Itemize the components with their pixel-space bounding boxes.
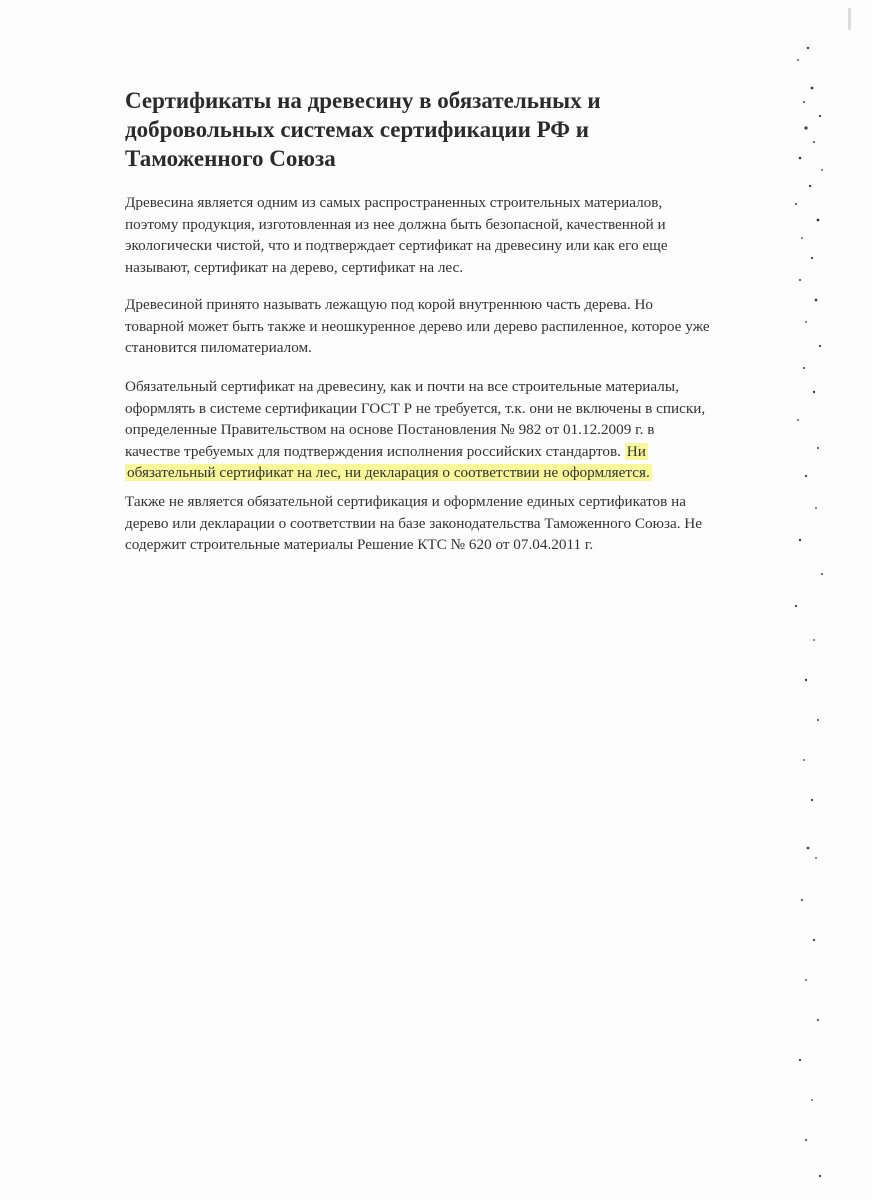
paragraph-mandatory-certificate [125, 376, 815, 484]
paragraph-wood-description [125, 294, 815, 359]
text-line: становится пиломатериалом. [125, 339, 312, 356]
text-line: товарной может быть также и неошкуренное дерево или дерево распиленное, которое уже [125, 317, 710, 335]
text-line: Древесина является одним из самых распространенных строительных материалов, [125, 194, 663, 211]
text-line [125, 462, 815, 484]
text-line: поэтому продукция, изготовленная из нее должна быть безопасной, качественной и [125, 215, 666, 233]
text-line: содержит строительные материалы Решение КТС № 620 от 07.04.2011 г. [125, 536, 594, 553]
text-line [125, 441, 815, 463]
highlighted-text: обязательный сертификат на лес, ни декларация о соответствии не оформляется. [127, 464, 650, 481]
text-line: определенные Правительством на основе Постановления № 982 от 01.12.2009 г. в [125, 421, 655, 438]
text-line: Обязательный сертификат на древесину, как и почти на все строительные материалы, [125, 378, 679, 395]
highlighted-text: Ни [626, 442, 646, 460]
text-line: Также не является обязательной сертификация и оформление единых сертификатов на [125, 493, 686, 510]
paragraph-wood-definition [125, 192, 815, 278]
text-line: экологически чистой, что и подтверждает сертификат на древесину или как его еще [125, 237, 668, 254]
document-title: Сертификаты на древесину в обязательных и добровольных системах сертификации РФ и Таможенного Союза [125, 88, 601, 171]
text-line: оформлять в системе сертификации ГОСТ Р не требуется, т.к. они не включены в списки, [125, 399, 706, 417]
text-line: Древесиной принято называть лежащую под корой внутреннюю часть дерева. Но [125, 296, 654, 313]
text-fragment: качестве требуемых для подтверждения исполнения российских стандартов. [125, 442, 621, 460]
text-line: дерево или декларации о соответствии на базе законодательства Таможенного Союза. Не [125, 514, 703, 532]
paragraph-customs-union [125, 491, 815, 556]
text-line: называют, сертификат на дерево, сертификат на лес. [125, 258, 464, 276]
